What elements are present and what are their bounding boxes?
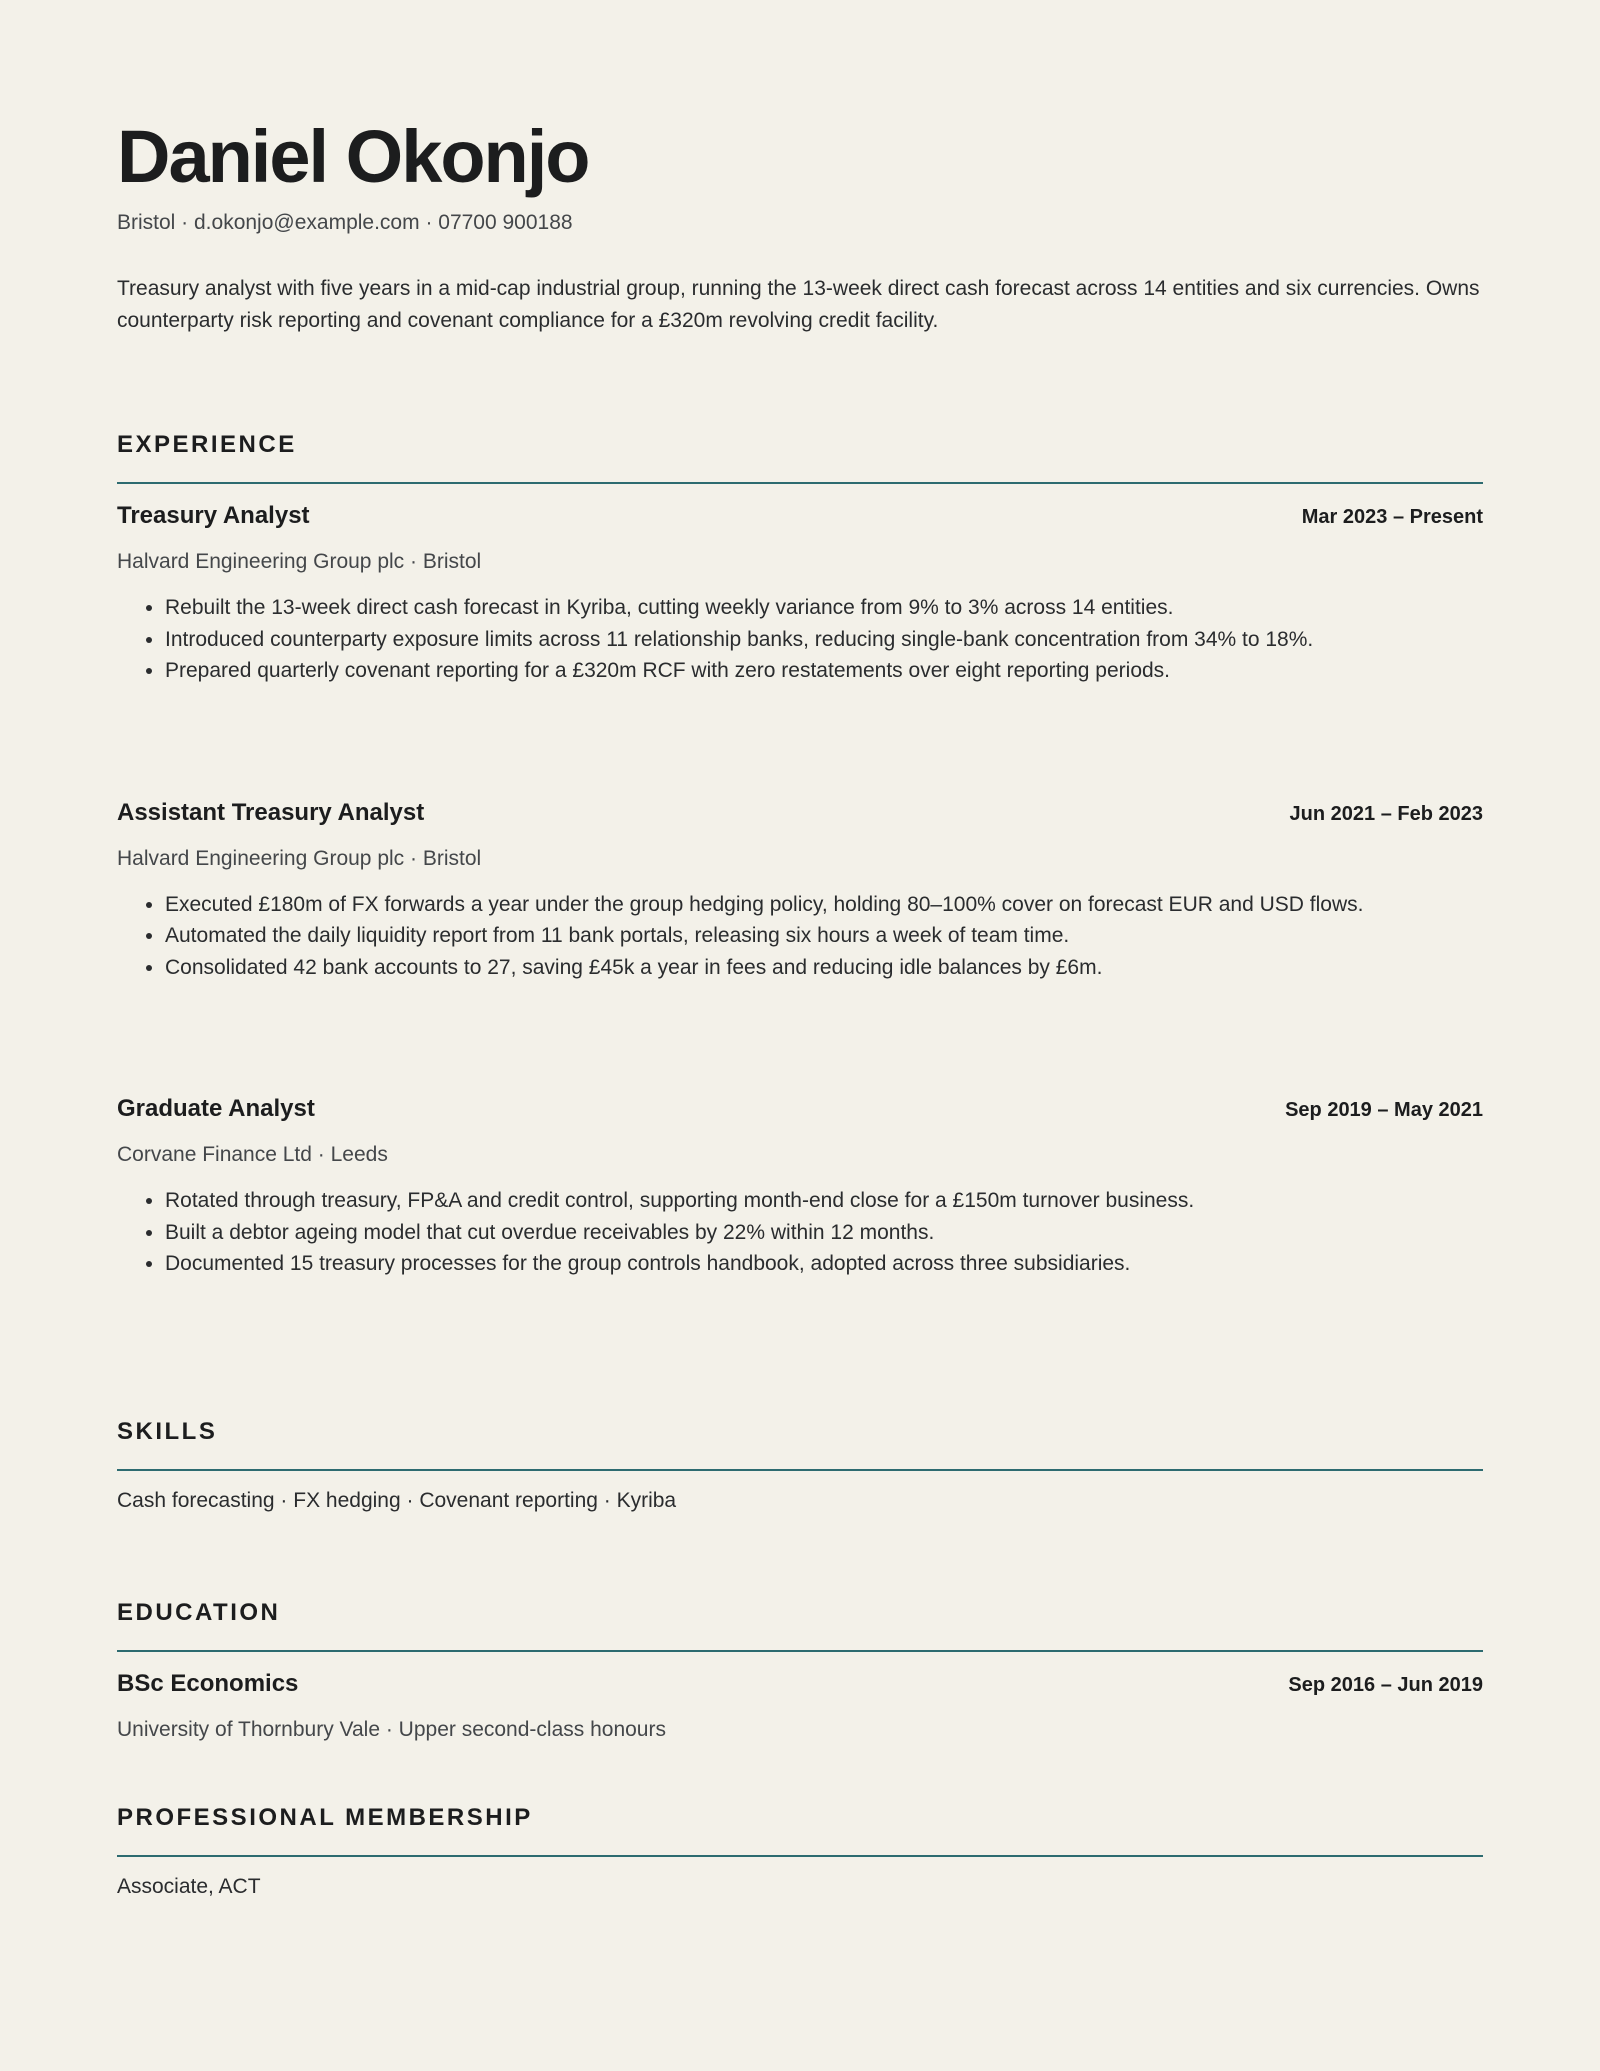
job-entry bbox=[117, 1095, 1483, 1280]
job-employer: Halvard Engineering Group plc · Bristol bbox=[117, 550, 482, 574]
job-title: Graduate Analyst bbox=[117, 1095, 315, 1123]
achievement-item: • Documented 15 treasury processes for the group controls handbook, adopted across three subsidiaries. bbox=[165, 1248, 1483, 1280]
job-dates: Jun 2021 – Feb 2023 bbox=[1289, 802, 1483, 825]
achievement-item: • Rebuilt the 13-week direct cash forecast in Kyriba, cutting weekly variance from 9% to 3% across 14 entities. bbox=[165, 592, 1483, 624]
section-divider bbox=[117, 1469, 1483, 1471]
membership-section bbox=[117, 1803, 1483, 1899]
job-employer: Halvard Engineering Group plc · Bristol bbox=[117, 846, 482, 870]
job-achievements bbox=[117, 592, 1483, 687]
skills-list: Cash forecasting · FX hedging · Covenant reporting · Kyriba bbox=[117, 1488, 677, 1512]
job-dates: Mar 2023 – Present bbox=[1301, 506, 1483, 529]
education-dates: Sep 2016 – Jun 2019 bbox=[1288, 1673, 1483, 1696]
section-heading-skills: SKILLS bbox=[117, 1417, 218, 1445]
section-heading-education: EDUCATION bbox=[117, 1598, 281, 1626]
achievement-item: • Consolidated 42 bank accounts to 27, saving £45k a year in fees and reducing idle balances by £6m. bbox=[165, 952, 1483, 984]
job-title: Treasury Analyst bbox=[117, 502, 310, 530]
membership-detail: Associate, ACT bbox=[117, 1874, 261, 1898]
degree-title: BSc Economics bbox=[117, 1669, 299, 1697]
skills-section bbox=[117, 1417, 1483, 1513]
achievement-item: • Prepared quarterly covenant reporting for a £320m RCF with zero restatements over eight reporting periods. bbox=[165, 655, 1483, 687]
achievement-item: • Executed £180m of FX forwards a year under the group hedging policy, holding 80–100% cover on forecast EUR and USD flows. bbox=[165, 889, 1483, 921]
section-divider bbox=[117, 482, 1483, 484]
profile-summary: Treasury analyst with five years in a mid-cap industrial group, running the 13-week direct cash forecast across 14 entities and six currencies. Owns counterparty risk reporting and covenant compliance for a £320m revolving credit facility. bbox=[117, 277, 1480, 333]
section-heading-membership: PROFESSIONAL MEMBERSHIP bbox=[117, 1803, 533, 1831]
achievement-item: • Rotated through treasury, FP&A and credit control, supporting month-end close for a £150m turnover business. bbox=[165, 1185, 1483, 1217]
section-divider bbox=[117, 1855, 1483, 1857]
resume-page bbox=[117, 115, 1483, 1899]
job-title: Assistant Treasury Analyst bbox=[117, 798, 425, 826]
achievement-item: • Automated the daily liquidity report from 11 bank portals, releasing six hours a week of team time. bbox=[165, 920, 1483, 952]
education-section bbox=[117, 1598, 1483, 1742]
job-achievements bbox=[117, 889, 1483, 984]
job-dates: Sep 2019 – May 2021 bbox=[1285, 1099, 1483, 1122]
section-heading-experience: EXPERIENCE bbox=[117, 431, 297, 459]
section-divider bbox=[117, 1650, 1483, 1652]
achievement-item: • Built a debtor ageing model that cut overdue receivables by 22% within 12 months. bbox=[165, 1217, 1483, 1249]
job-entry bbox=[117, 502, 1483, 687]
experience-section bbox=[117, 433, 1483, 1280]
achievement-item: • Introduced counterparty exposure limits across 11 relationship banks, reducing single-bank concentration from 34% to 18%. bbox=[165, 624, 1483, 656]
job-employer: Corvane Finance Ltd · Leeds bbox=[117, 1143, 388, 1167]
contact-line: Bristol · d.okonjo@example.com · 07700 900188 bbox=[117, 211, 573, 234]
job-achievements bbox=[117, 1185, 1483, 1280]
education-institution: University of Thornbury Vale · Upper second-class honours bbox=[117, 1717, 666, 1741]
job-entry bbox=[117, 799, 1483, 984]
candidate-name: Daniel Okonjo bbox=[117, 115, 589, 198]
